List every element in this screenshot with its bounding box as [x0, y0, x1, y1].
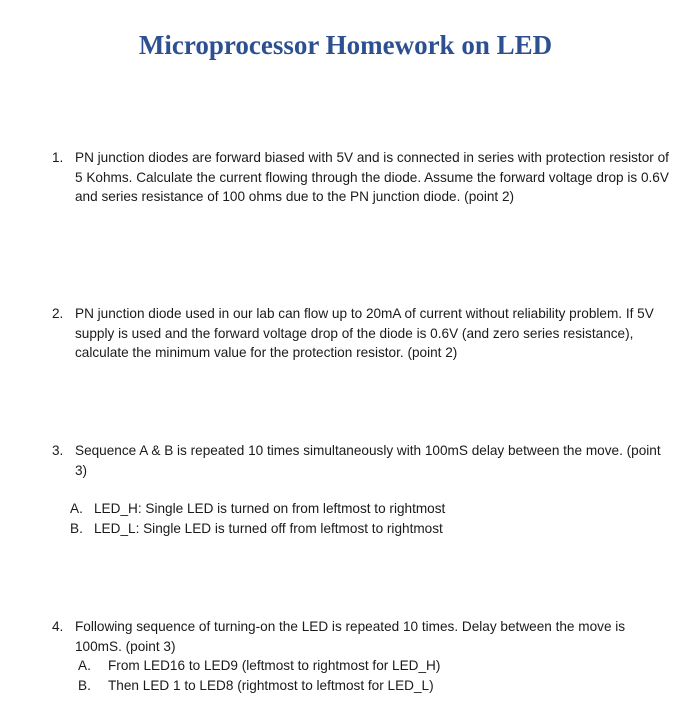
sub-item-letter: A. [78, 658, 91, 674]
sub-list [52, 499, 672, 538]
question-number: 1. [52, 150, 64, 165]
question-text: Following sequence of turning-on the LED is repeated 10 times. Delay between the move is 100mS. (point 3) [75, 619, 626, 654]
sub-item-text: Then LED 1 to LED8 (rightmost to leftmost for LED_L) [108, 677, 434, 693]
question-text: Sequence A & B is repeated 10 times simultaneously with 100mS delay between the move. (point 3) [75, 443, 661, 478]
question-text: PN junction diode used in our lab can flow up to 20mA of current without reliability problem. If 5V supply is used and the forward voltage drop of the diode is 0.6V (and zero series resistance), calculate the minimum value for the protection resistor. (point 2) [75, 306, 654, 361]
sub-item-letter: B. [70, 520, 83, 536]
question-number: 4. [52, 619, 64, 634]
sub-item [52, 676, 672, 695]
sub-item [52, 656, 672, 675]
sub-item [52, 519, 672, 538]
question-3 [52, 441, 672, 538]
document-title: Microprocessor Homework on LED [138, 30, 553, 60]
question-1 [52, 148, 672, 207]
question-4 [52, 617, 672, 695]
sub-item-text: From LED16 to LED9 (leftmost to rightmost for LED_H) [108, 658, 441, 674]
sub-item-text: LED_H: Single LED is turned on from leftmost to rightmost [94, 501, 446, 517]
question-text: PN junction diodes are forward biased with 5V and is connected in series with protection resistor of 5 Kohms. Calculate the current flowing through the diode. Assume the forward voltage drop is 0.6V and series resistance of 100 ohms due to the PN junction diode. (point 2) [75, 150, 669, 205]
question-2 [52, 304, 672, 363]
sub-item-letter: A. [70, 501, 83, 517]
sub-list [52, 656, 672, 695]
sub-item-text: LED_L: Single LED is turned off from leftmost to rightmost [94, 520, 443, 536]
question-number: 3. [52, 443, 64, 458]
sub-item-letter: B. [78, 677, 91, 693]
question-number: 2. [52, 306, 64, 321]
sub-item [52, 499, 672, 518]
